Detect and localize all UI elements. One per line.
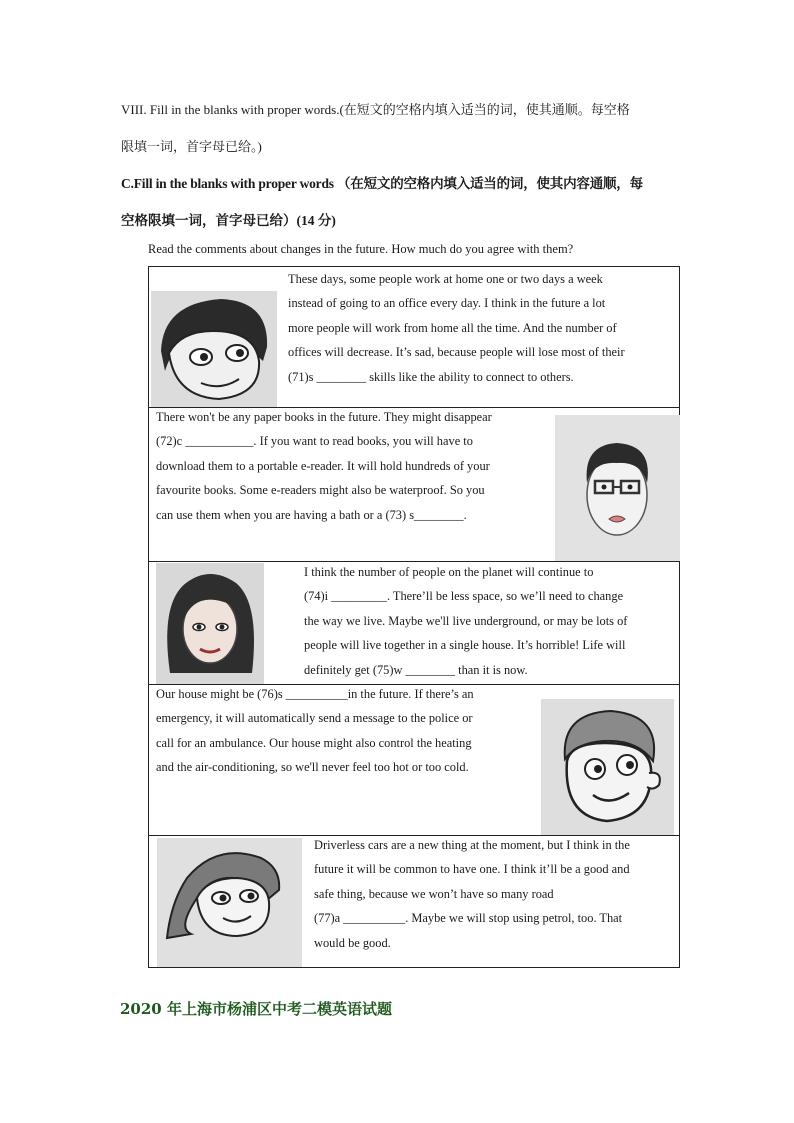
comment-line: call for an ambulance. Our house might also control the heating <box>156 735 472 750</box>
comment-line: These days, some people work at home one or two days a week <box>288 272 603 286</box>
comment-line: Driverless cars are a new thing at the moment, but I think in the <box>314 838 630 852</box>
blank-72-line: (72)c ___________. If you want to read books, you will have to <box>156 434 473 449</box>
comment-line: instead of going to an office every day. I think in the future a lot <box>288 296 606 311</box>
comment-line: more people will work from home all the time. And the number of <box>288 320 617 335</box>
blank-73-line: can use them when you are having a bath or a (73) s________. <box>156 507 467 522</box>
comment-line: people will live together in a single house. It’s horrible! Life will <box>304 638 626 653</box>
exam-title-footer: 2020 年上海市杨浦区中考二模英语试题 <box>120 1000 392 1018</box>
comment-line: There won't be any paper books in the future. They might disappear <box>156 410 492 424</box>
comment-line: and the air-conditioning, so we'll never feel too hot or too cold. <box>156 760 469 775</box>
comment-line: offices will decrease. It’s sad, because people will lose most of their <box>288 345 625 360</box>
comment-line: safe thing, because we won’t have so many road <box>314 886 554 901</box>
comment-box-4 <box>148 684 680 836</box>
comment-line: emergency, it will automatically send a message to the police or <box>156 711 473 726</box>
woman-dark-hair-face-icon <box>156 563 264 684</box>
part-c-heading: C.Fill in the blanks with proper words （在短文的空格内填入适当的词，使其内容通顺，每 <box>121 176 643 191</box>
section-heading-viii: VIII. Fill in the blanks with proper words.(在短文的空格内填入适当的词，使其通顺。每空格 <box>121 102 630 117</box>
man-glasses-face-icon <box>555 415 680 561</box>
comment-line: future it will be common to have one. I think it’ll be a good and <box>314 862 630 877</box>
blank-71-line: (71)s ________ skills like the ability to connect to others. <box>288 369 574 384</box>
part-c-heading-cont: 空格限填一词，首字母已给）(14 分) <box>121 213 336 228</box>
blank-74-line: (74)i _________. There’ll be less space, so we’ll need to change <box>304 589 624 604</box>
girl-scarf-face-icon <box>157 838 302 967</box>
comment-box-2 <box>148 407 680 562</box>
comment-box-5 <box>148 835 680 968</box>
comment-line: would be good. <box>314 935 391 950</box>
blank-76-line: Our house might be (76)s __________in the future. If there’s an <box>156 687 474 701</box>
blank-75-line: definitely get (75)w ________ than it is now. <box>304 662 528 677</box>
comment-line: the way we live. Maybe we'll live underground, or may be lots of <box>304 613 628 628</box>
instruction-text: Read the comments about changes in the future. How much do you agree with them? <box>148 242 574 256</box>
comment-line: I think the number of people on the planet will continue to <box>304 565 594 579</box>
boy-face-icon <box>541 699 674 835</box>
comment-line: download them to a portable e-reader. It will hold hundreds of your <box>156 458 490 473</box>
section-heading-viii-cont: 限填一词，首字母已给。) <box>121 139 262 154</box>
woman-glasses-face-icon <box>151 291 277 407</box>
blank-77-line: (77)a __________. Maybe we will stop using petrol, too. That <box>314 911 623 926</box>
comment-line: favourite books. Some e-readers might also be waterproof. So you <box>156 483 485 498</box>
comment-box-3 <box>148 561 680 685</box>
comment-box-1 <box>148 266 680 408</box>
